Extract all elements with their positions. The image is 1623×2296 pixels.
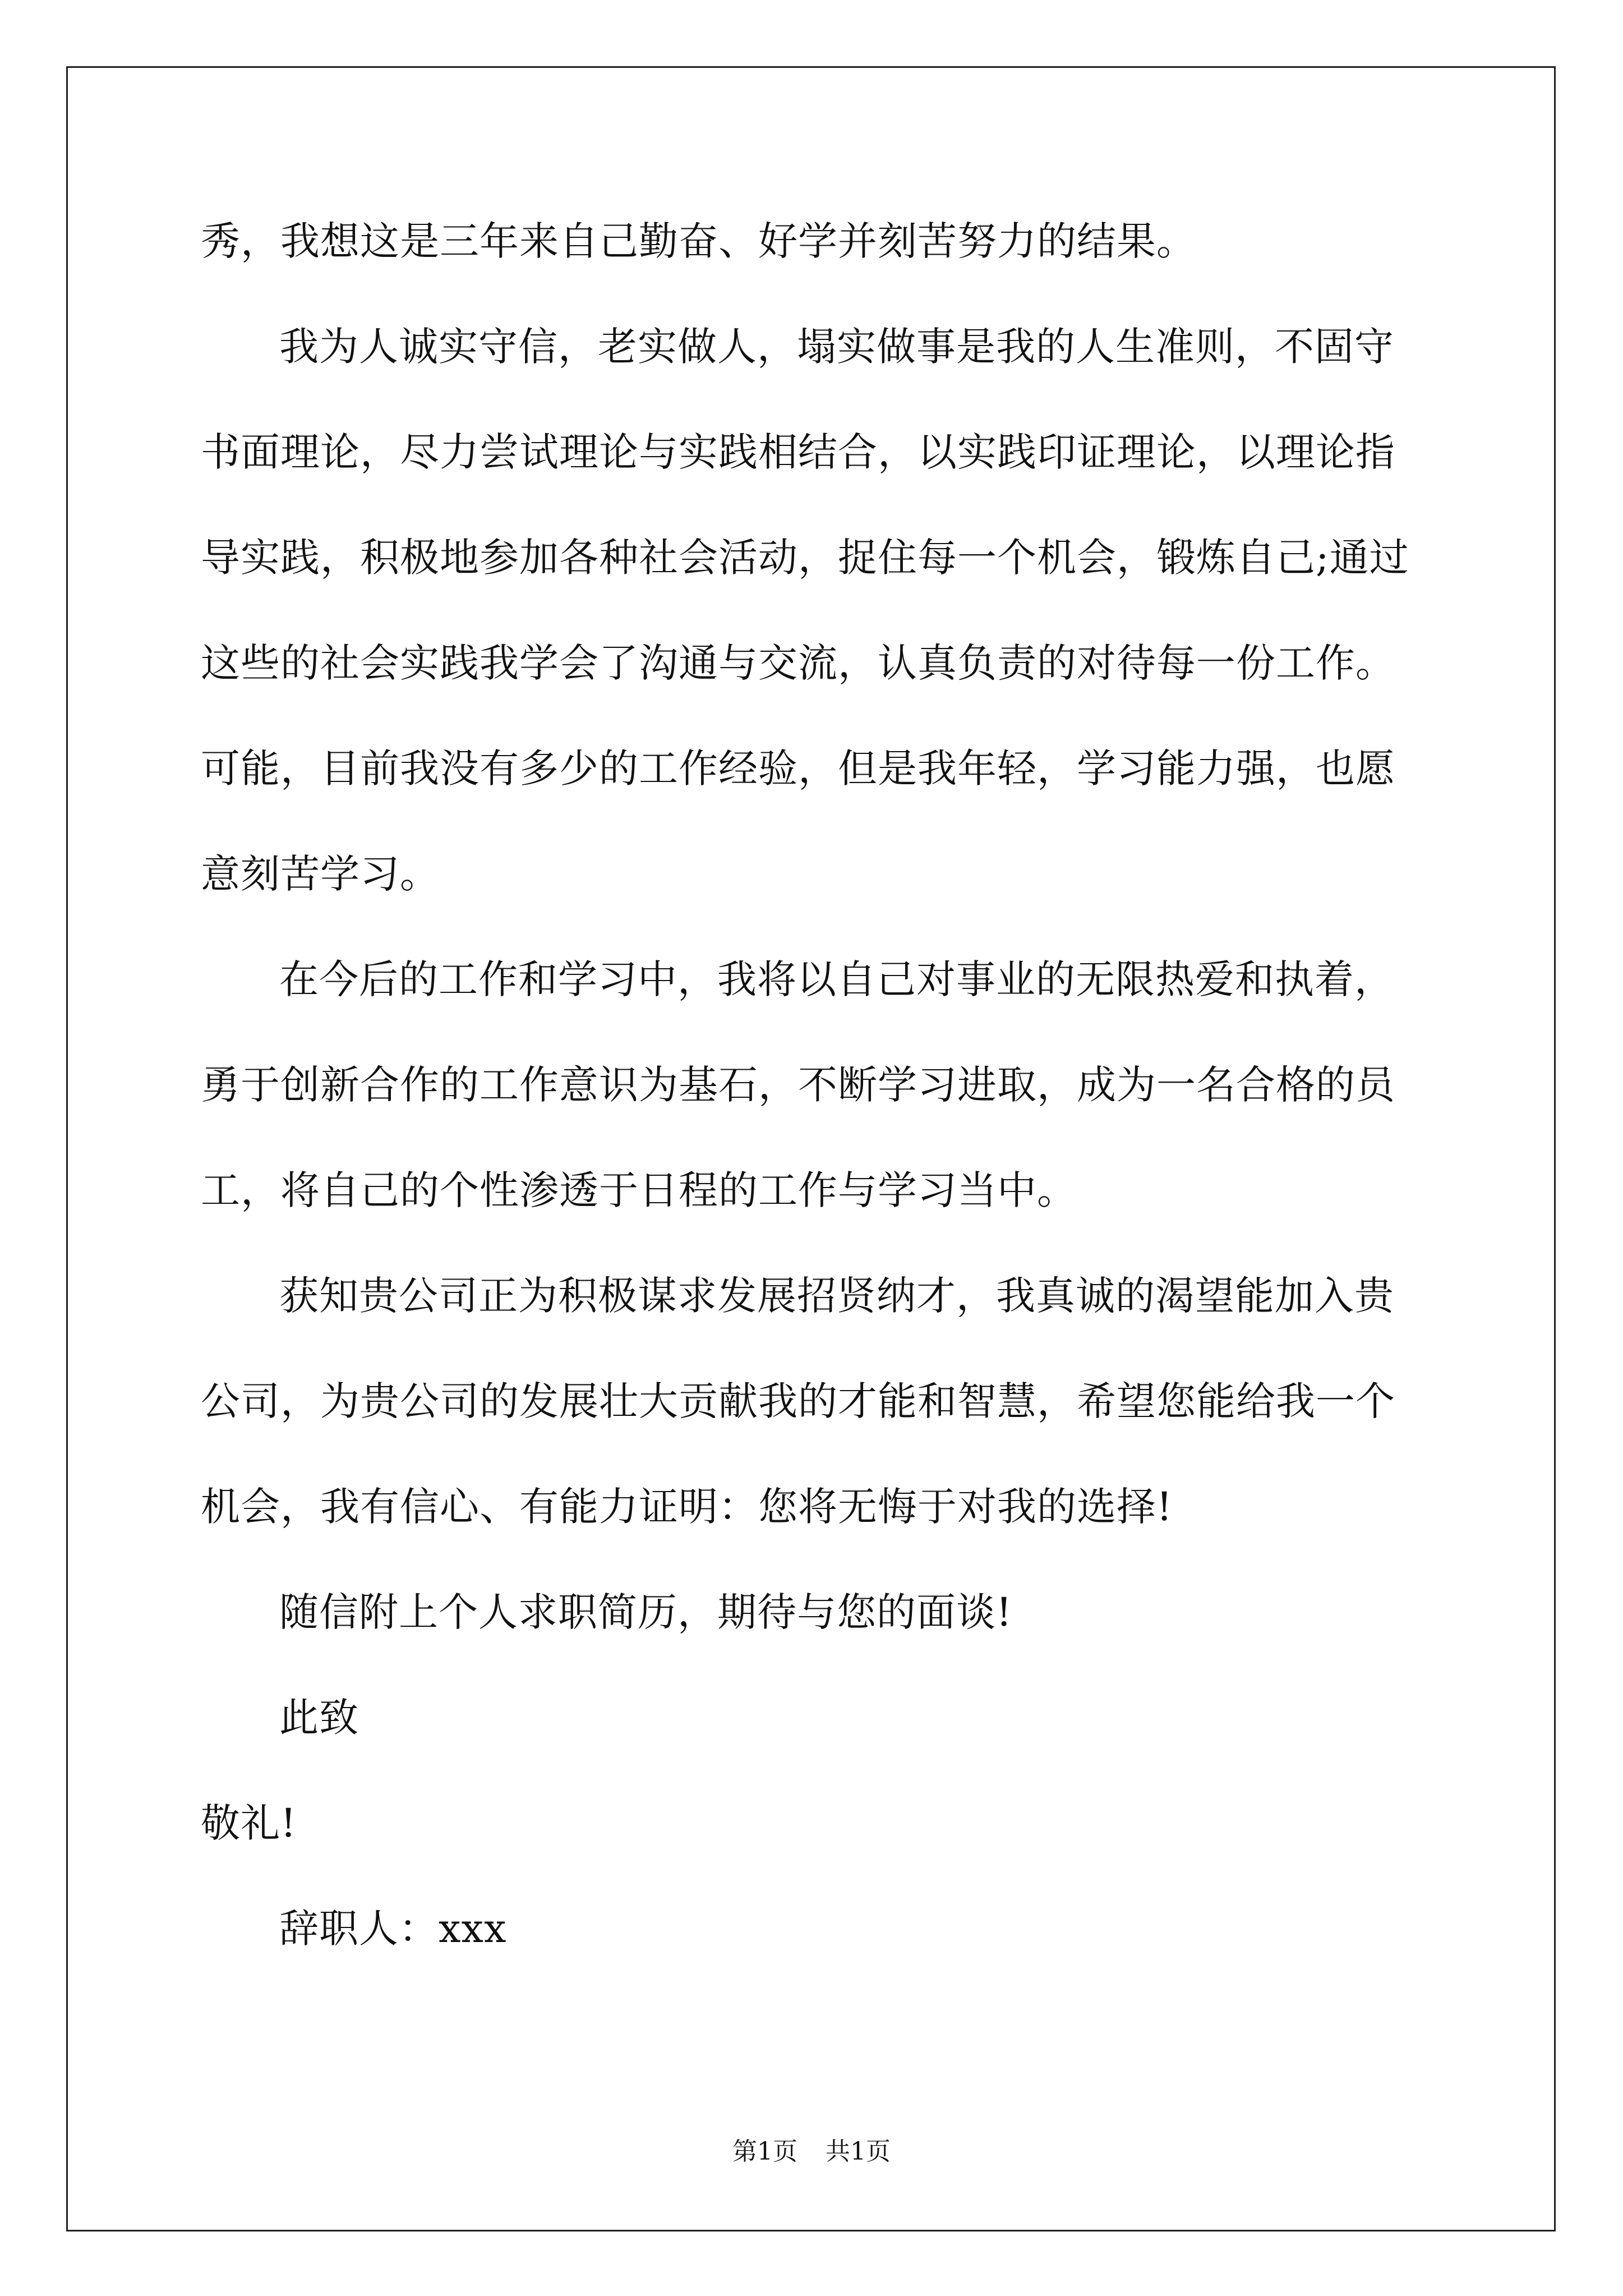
text-line: 工，将自己的个性渗透于日程的工作与学习当中。	[201, 1167, 1077, 1213]
text-line: 辞职人：xxx	[279, 1906, 507, 1952]
page-number: 第1页	[732, 2137, 797, 2166]
text-line: 导实践，积极地参加各种社会活动，捉住每一个机会，锻炼自己;通过	[201, 535, 1409, 581]
page-footer	[0, 2135, 1623, 2169]
text-line: 可能，目前我没有多少的工作经验，但是我年轻，学习能力强，也愿	[201, 746, 1395, 792]
text-line: 这些的社会实践我学会了沟通与交流，认真负责的对待每一份工作。	[201, 640, 1395, 686]
text-line: 意刻苦学习。	[201, 851, 440, 897]
text-line: 获知贵公司正为积极谋求发展招贤纳才，我真诚的渴望能加入贵	[279, 1273, 1394, 1319]
page-count: 共1页	[826, 2137, 891, 2166]
text-line: 秀，我想这是三年来自己勤奋、好学并刻苦努力的结果。	[201, 218, 1196, 264]
text-line: 书面理论，尽力尝试理论与实践相结合，以实践印证理论，以理论指	[201, 429, 1395, 475]
text-line: 敬礼!	[201, 1800, 297, 1846]
text-line: 勇于创新合作的工作意识为基石，不断学习进取，成为一名合格的员	[201, 1062, 1395, 1108]
text-line: 机会，我有信心、有能力证明：您将无悔于对我的选择!	[201, 1484, 1173, 1530]
text-line: 我为人诚实守信，老实做人，塌实做事是我的人生准则，不固守	[279, 324, 1394, 370]
text-line: 公司，为贵公司的发展壮大贡献我的才能和智慧，希望您能给我一个	[201, 1378, 1395, 1424]
text-line: 随信附上个人求职简历，期待与您的面谈!	[279, 1589, 1013, 1635]
text-line: 此致	[279, 1695, 359, 1741]
text-line: 在今后的工作和学习中，我将以自己对事业的无限热爱和执着，	[279, 956, 1394, 1002]
